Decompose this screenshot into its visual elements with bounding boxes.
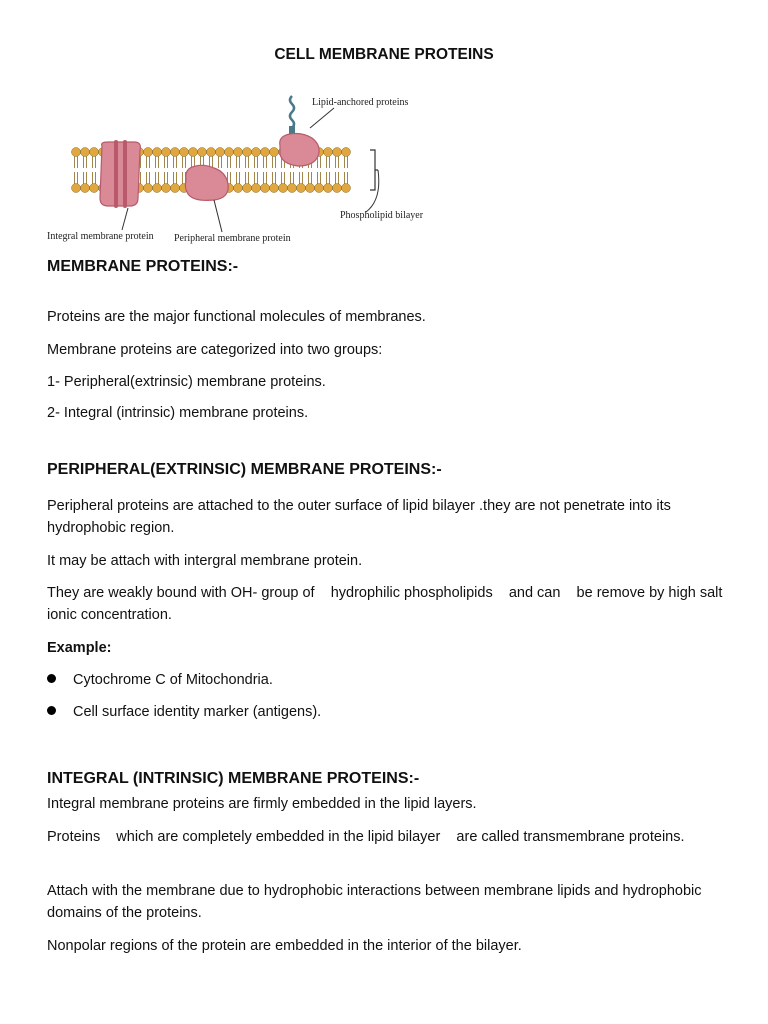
list-item: [47, 669, 273, 691]
lipid-tail: [327, 156, 330, 168]
peripheral-protein-graphic: [185, 165, 228, 200]
heading-membrane-proteins: MEMBRANE PROTEINS:-: [47, 258, 239, 275]
lipid-head: [342, 184, 351, 193]
paragraph: Nonpolar regions of the protein are embedded in the interior of the bilayer.: [47, 938, 522, 954]
lipid-tail: [219, 156, 222, 168]
lipid-head: [144, 184, 153, 193]
list-item-text: Cytochrome C of Mitochondria.: [73, 672, 273, 688]
lipid-head: [189, 148, 198, 157]
list-item-text: Cell surface identity marker (antigens).: [73, 704, 322, 720]
lipid-head: [144, 148, 153, 157]
lipid-tail: [264, 172, 267, 184]
lipid-tail: [93, 156, 96, 168]
lipid-tail: [156, 172, 159, 184]
lipid-head: [279, 184, 288, 193]
lipid-head: [225, 148, 234, 157]
lipid-head: [315, 184, 324, 193]
lipid-tail: [255, 172, 258, 184]
lipid-tail: [228, 156, 231, 168]
lipid-head: [252, 184, 261, 193]
example-label: Example:: [47, 640, 112, 656]
lipid-head: [333, 148, 342, 157]
paragraph: It may be attach with intergral membrane protein.: [47, 553, 363, 569]
lipid-tail: [147, 172, 150, 184]
label-lipid-anchored: Lipid-anchored proteins: [312, 97, 409, 108]
paragraph: 2- Integral (intrinsic) membrane proteins.: [47, 405, 309, 421]
lipid-tail: [246, 172, 249, 184]
lipid-tail: [165, 172, 168, 184]
lipid-tail: [165, 156, 168, 168]
lipid-tail: [237, 156, 240, 168]
paragraph: Proteins which are completely embedded in the lipid bilayer are called transmembrane proteins.: [47, 829, 685, 845]
lipid-tail: [264, 156, 267, 168]
membrane-figure: [44, 80, 436, 248]
lipid-head: [306, 184, 315, 193]
label-peripheral-protein: Peripheral membrane protein: [174, 233, 291, 244]
lipid-tail: [93, 172, 96, 184]
lipid-head: [243, 148, 252, 157]
bullet-icon: [47, 706, 56, 715]
lipid-head: [171, 184, 180, 193]
lipid-tail: [237, 172, 240, 184]
lipid-tail: [345, 172, 348, 184]
list-item: [47, 701, 321, 723]
lipid-head: [153, 148, 162, 157]
lipid-tail: [318, 172, 321, 184]
lipid-head: [270, 148, 279, 157]
lipid-head: [252, 148, 261, 157]
lipid-tail: [345, 156, 348, 168]
bilayer-bracket: [370, 150, 378, 190]
lipid-tail: [255, 156, 258, 168]
lipid-head: [261, 184, 270, 193]
lipid-head: [270, 184, 279, 193]
lipid-head: [72, 148, 81, 157]
lipid-head: [81, 184, 90, 193]
paragraph: They are weakly bound with OH- group of hydrophilic phospholipids and can be remove by high salt ionic concentration.: [47, 585, 727, 623]
lipid-tail: [84, 172, 87, 184]
lipid-tail: [282, 172, 285, 184]
lipid-tail: [246, 156, 249, 168]
bullet-icon: [47, 674, 56, 683]
lipid-head: [234, 148, 243, 157]
lipid-tail: [273, 172, 276, 184]
lipid-tail: [147, 156, 150, 168]
lipid-tail: [309, 172, 312, 184]
lipid-tail: [291, 172, 294, 184]
paragraph: 1- Peripheral(extrinsic) membrane proteins.: [47, 374, 326, 390]
heading-peripheral-proteins: PERIPHERAL(EXTRINSIC) MEMBRANE PROTEINS:-: [47, 461, 442, 478]
lipid-tail: [174, 172, 177, 184]
lipid-head: [198, 148, 207, 157]
lipid-tail: [336, 156, 339, 168]
lipid-tail: [174, 156, 177, 168]
paragraph: Membrane proteins are categorized into two groups:: [47, 342, 383, 358]
lipid-head: [171, 148, 180, 157]
lipid-tail: [336, 172, 339, 184]
lipid-head: [324, 184, 333, 193]
page-title: CELL MEMBRANE PROTEINS: [274, 46, 494, 63]
lipid-tail: [273, 156, 276, 168]
lipid-head: [324, 148, 333, 157]
lipid-head: [297, 184, 306, 193]
lipid-head: [162, 184, 171, 193]
lipid-head: [72, 184, 81, 193]
lipid-tail: [300, 172, 303, 184]
paragraph: Peripheral proteins are attached to the outer surface of lipid bilayer .they are not penetrate into its hydrophobic region.: [47, 498, 671, 536]
lipid-head: [288, 184, 297, 193]
lipid-head: [90, 184, 99, 193]
lipid-head: [342, 148, 351, 157]
paragraph: Attach with the membrane due to hydrophobic interactions between membrane lipids and hydrophobic domains of the proteins.: [47, 883, 702, 921]
lipid-tail: [183, 156, 186, 168]
integral-protein-graphic: [100, 140, 140, 208]
lipid-head: [261, 148, 270, 157]
peripheral-leader-line: [214, 200, 222, 232]
lipid-tail: [318, 156, 321, 168]
lipid-head: [90, 148, 99, 157]
lipid-tail: [84, 156, 87, 168]
lipid-head: [153, 184, 162, 193]
lipid-head: [81, 148, 90, 157]
lipid-head: [207, 148, 216, 157]
lipid-head: [180, 148, 189, 157]
lipid-anchored-leader-line: [310, 108, 334, 128]
lipid-tail: [327, 172, 330, 184]
bilayer-leader-line: [366, 170, 379, 212]
label-integral-protein: Integral membrane protein: [47, 231, 154, 242]
lipid-head: [333, 184, 342, 193]
paragraph: Integral membrane proteins are firmly embedded in the lipid layers.: [47, 796, 477, 812]
lipid-tail: [156, 156, 159, 168]
lipid-head: [234, 184, 243, 193]
label-phospholipid-bilayer: Phospholipid bilayer: [340, 210, 424, 221]
lipid-tail: [75, 156, 78, 168]
lipid-head: [243, 184, 252, 193]
heading-integral-proteins: INTEGRAL (INTRINSIC) MEMBRANE PROTEINS:-: [47, 770, 420, 787]
paragraph: Proteins are the major functional molecules of membranes.: [47, 309, 426, 325]
integral-leader-line: [122, 208, 128, 230]
lipid-head: [216, 148, 225, 157]
lipid-head: [162, 148, 171, 157]
lipid-tail: [75, 172, 78, 184]
